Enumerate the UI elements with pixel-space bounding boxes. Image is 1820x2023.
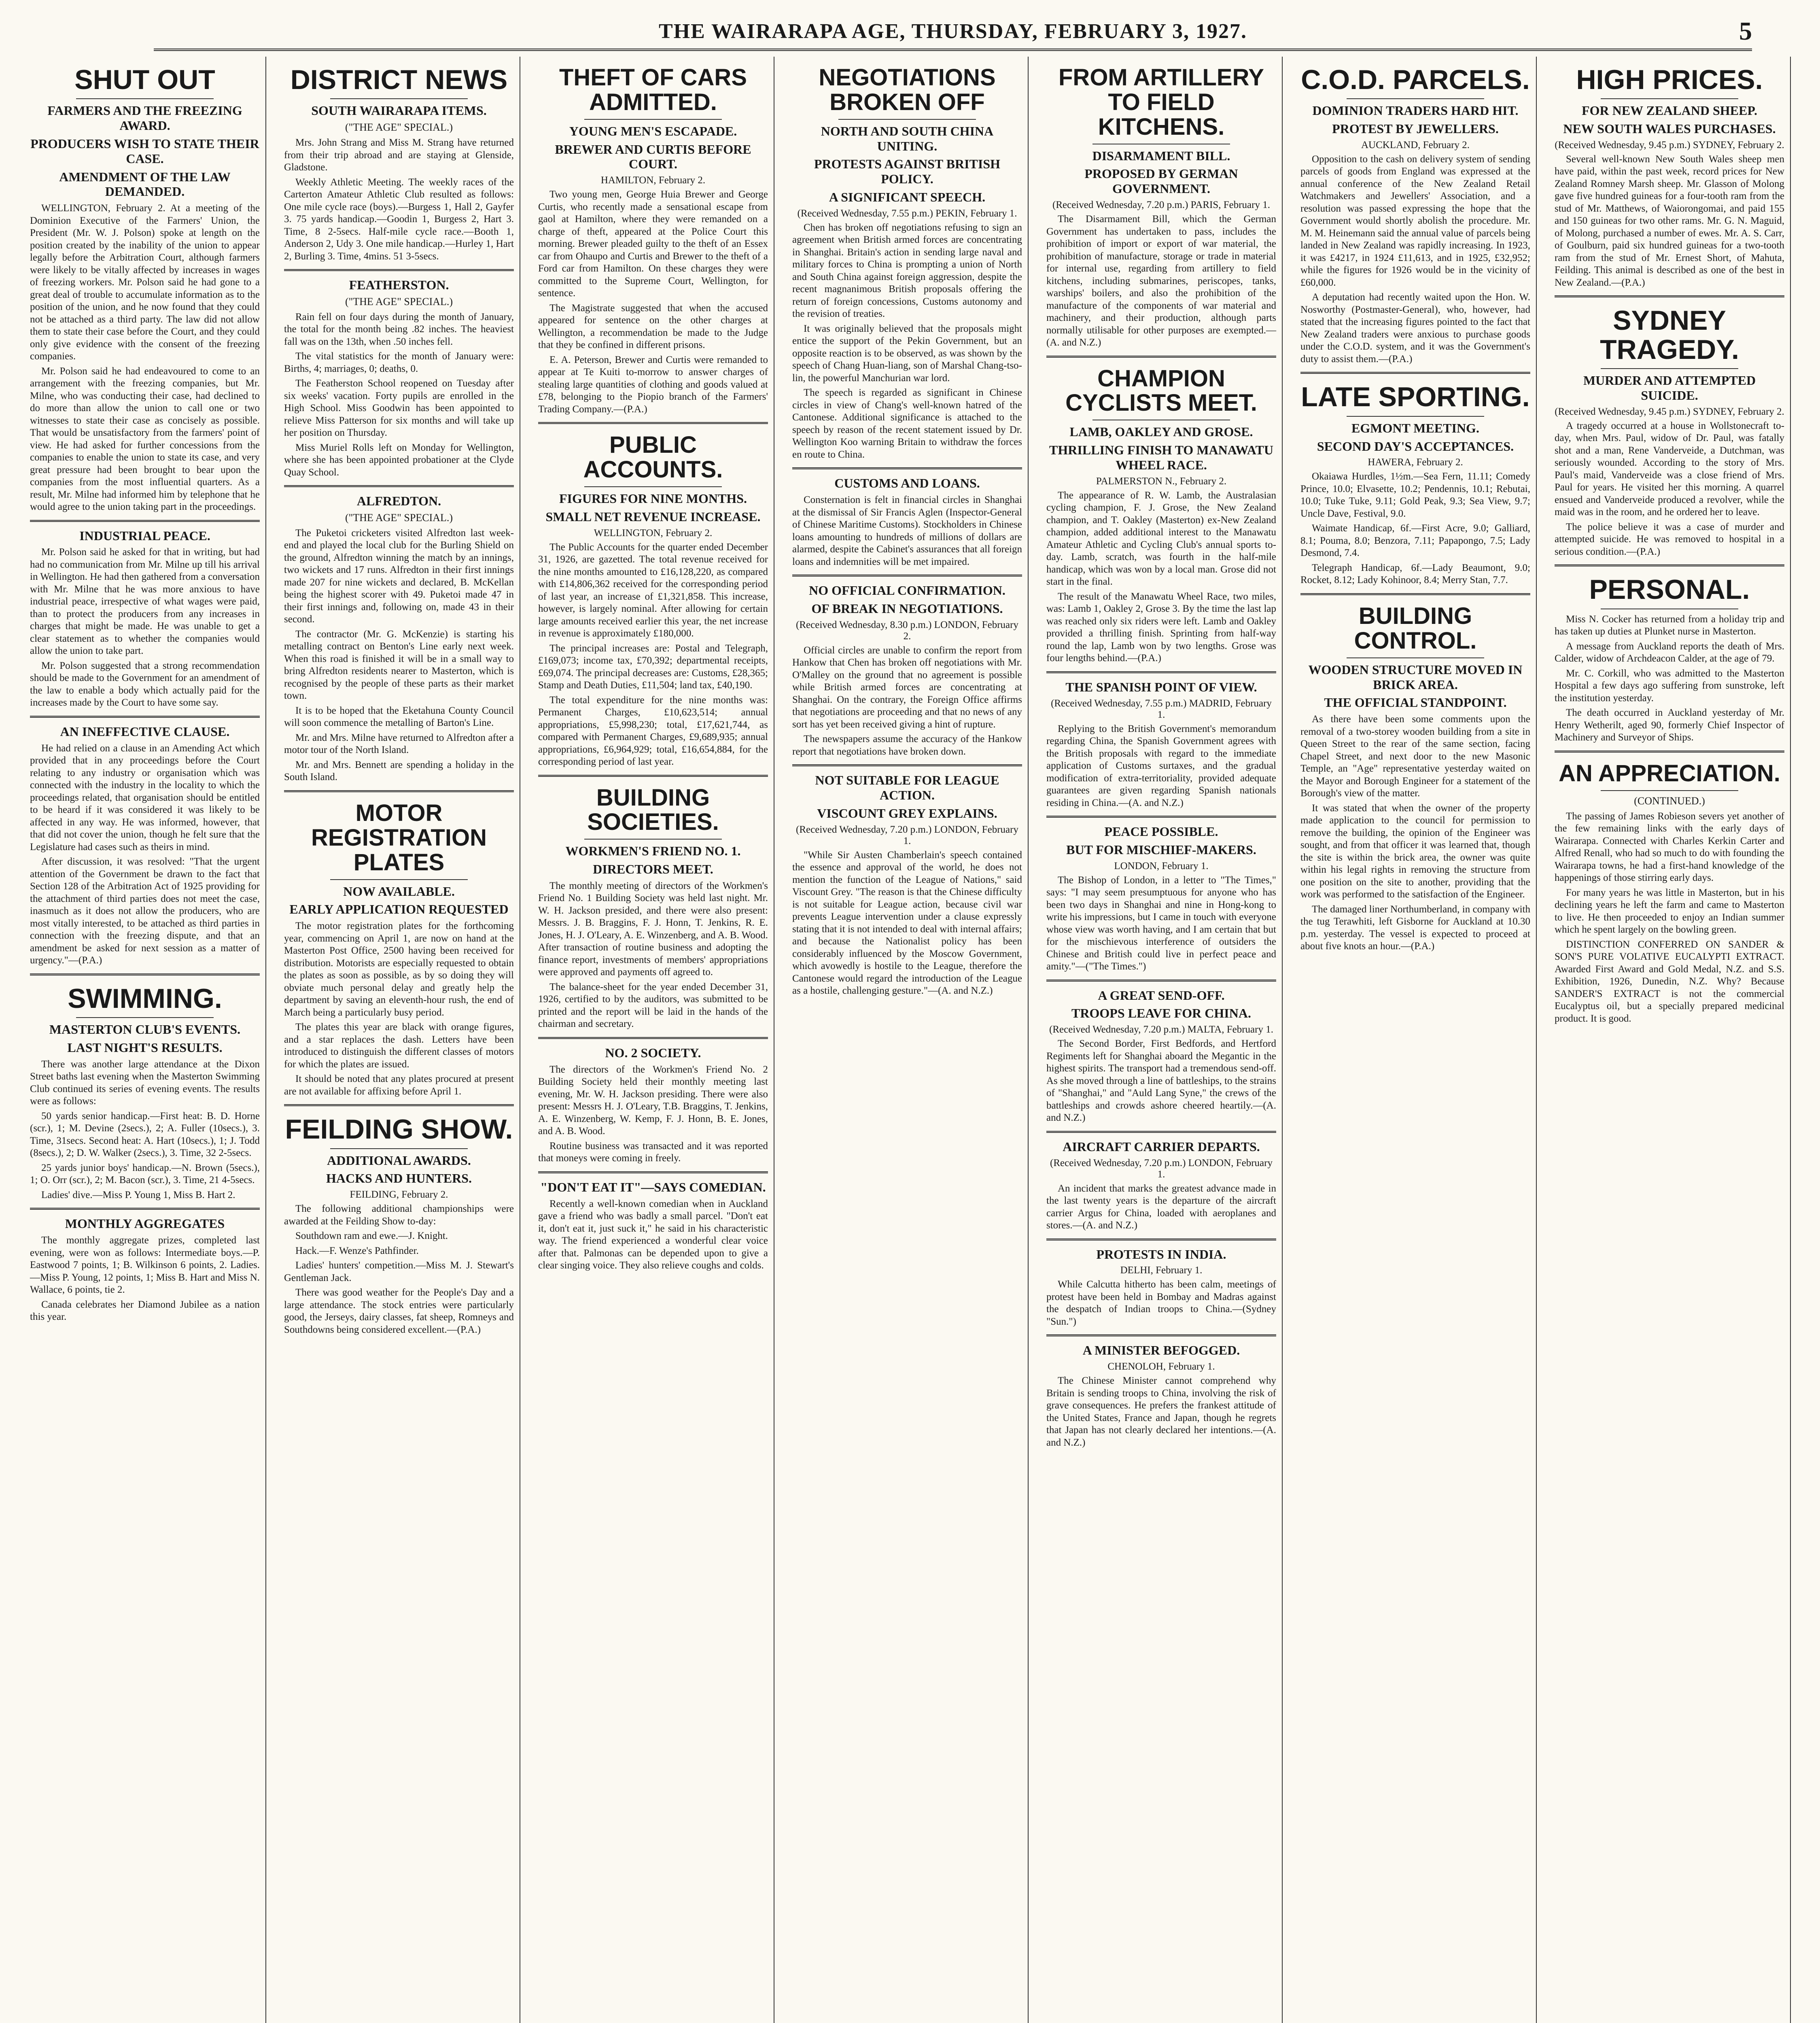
masthead: THE WAIRARAPA AGE, THURSDAY, FEBRUARY 3, 1927. xyxy=(659,20,1247,43)
article xyxy=(538,1045,768,1165)
article-paragraph: It was stated that when the owner of the property made application to the council for permission to remove the building, the opinion of the Engineer was sought, and from that officer it was learned that, though the site is within the brick area, the owner was quite within his legal rights in removing the structure from one position on the site to another, providing that the work was performed to the satisfaction of the Engineer. xyxy=(1300,802,1530,900)
article xyxy=(1046,1139,1276,1232)
article-divider xyxy=(1046,980,1276,982)
article-divider xyxy=(792,575,1022,577)
article-paragraph: Mr. C. Corkill, who was admitted to the Masterton Hospital a few days ago suffering from sunstroke, left the institution yesterday. xyxy=(1555,668,1784,704)
column-3 xyxy=(532,57,774,2023)
article-paragraph: Hack.—F. Wenze's Pathfinder. xyxy=(295,1245,419,1256)
article-paragraph: The plates this year are black with orange figures, and a star replaces the dash. Letters have been introduced to distinguish the different classes of motors for which the plates are issued. xyxy=(284,1022,514,1070)
article-paragraph: After discussion, it was resolved: "That the urgent attention of the Government be drawn to the fact that Section 128 of the Arbitration Act of 1925 providing for the attachment of third parties does not meet the case, inasmuch as it does not allow the producers, who are most vitally interested, to be attached as third parties in connection with the freezing dispute, and that an amendment be asked for next session as a matter of urgency."—(P.A.) xyxy=(30,856,260,966)
article-headline: FROM ARTILLERY TO FIELD KITCHENS. xyxy=(1058,64,1264,140)
article-subhead: LAST NIGHT'S RESULTS. xyxy=(67,1040,223,1055)
article-dateline: HAMILTON, February 2. xyxy=(600,175,706,186)
article xyxy=(538,433,768,768)
article xyxy=(1300,604,1530,953)
article-headline: AN APPRECIATION. xyxy=(1559,760,1780,787)
article-subhead: DIRECTORS MEET. xyxy=(593,862,713,877)
article-subhead: WORKMEN'S FRIEND NO. 1. xyxy=(565,844,741,859)
article-paragraph: Mr. Polson said he asked for that in writing, but had had no communication from Mr. Milne up till his arrival in Wellington. He had then gathered from a conversation with Mr. Milne that he was more anxious to have industrial peace, irrespective of what wages were paid, than to protect the producers from any increases in charges that might be made. He was unable to get a clear statement as to whether the companies would allow the union to take part. xyxy=(30,547,260,657)
article-paragraph: The total expenditure for the nine months was: Permanent Charges, £10,623,514; annual appropriations, £5,998,230; total, £17,621,744, as compared with Permanent Charges, £9,689,935; annual appropriations, £6,964,929; total, £16,654,884, for the corresponding period of last year. xyxy=(538,694,768,768)
column-4 xyxy=(787,57,1029,2023)
article-divider xyxy=(1046,1334,1276,1336)
article xyxy=(792,583,1022,758)
article-dateline: CHENOLOH, February 1. xyxy=(1107,1361,1215,1372)
article-paragraph: The newspapers assume the accuracy of the Hankow report that negotiations have broken down. xyxy=(792,734,1022,757)
article xyxy=(1046,66,1276,349)
article-divider xyxy=(538,422,768,424)
article-subhead: CUSTOMS AND LOANS. xyxy=(834,476,980,491)
article-paragraph: Ladies' hunters' competition.—Miss M. J. Stewart's Gentleman Jack. xyxy=(284,1260,514,1283)
article-subhead: YOUNG MEN'S ESCAPADE. xyxy=(569,123,737,138)
article-divider xyxy=(284,1104,514,1106)
headline-rule xyxy=(1347,657,1485,658)
article-paragraph: Mr. and Mrs. Bennett are spending a holiday in the South Island. xyxy=(284,759,514,783)
article-paragraph: Miss Muriel Rolls left on Monday for Wellington, where she has been appointed probationer at the Clyde Quay School. xyxy=(284,442,514,478)
article-headline: PUBLIC ACCOUNTS. xyxy=(583,432,723,483)
article xyxy=(1046,367,1276,665)
article xyxy=(30,528,260,709)
article xyxy=(1555,761,1784,1025)
article-headline: SWIMMING. xyxy=(68,983,222,1014)
article-paragraph: Southdown ram and ewe.—J. Knight. xyxy=(295,1230,448,1242)
article-subhead: MONTHLY AGGREGATES xyxy=(65,1216,225,1231)
article-paragraph: Mr. Polson said he had endeavoured to come to an arrangement with the freezing companies, but Mr. Milne, who was conducting their case, had declined to do more than allow the union to call one or two witnesses to state their case as concisely as possible. That would be unsatisfactory from the farmers' point of view. He had asked for further concessions from the companies to enable the union to state its case, and very great pressure had been brought to bear upon the companies from the most influential quarters. As a result, Mr. Milne had informed him by telephone that he would agree to the union taking part in the proceedings. xyxy=(30,365,260,513)
article-dateline: (Received Wednesday, 7.55 p.m.) MADRID, February 1. xyxy=(1051,698,1272,720)
article-paragraph: There was another large attendance at the Dixon Street baths last evening when the Masterton Swimming Club continued its series of evening events. The results were as follows: xyxy=(30,1058,260,1107)
article-paragraph: The vital statistics for the month of January were: Births, 4; marriages, 0; deaths, 0. xyxy=(284,351,514,374)
article-headline: FEILDING SHOW. xyxy=(285,1114,513,1145)
article-paragraph: The death occurred in Auckland yesterday of Mr. Henry Wetherilt, aged 90, formerly Chief Inspector of Machinery and Surveyor of Ships. xyxy=(1555,707,1784,743)
article-headline: DISTRICT NEWS xyxy=(290,64,508,95)
article-dateline: FEILDING, February 2. xyxy=(350,1189,448,1200)
article-paragraph: "While Sir Austen Chamberlain's speech contained the essence and approval of the world, he does not mention the function of the League of Nations," said Viscount Grey. "The reason is that the Chinese difficulty is not suitable for League action, because civil war prevents League intervention under a clause expressly stating that it is not intended to deal with internal affairs; and because the Nationalist policy has been considerably influenced by the Moscow Government, which avowedly is hostile to the League, therefore the Cantonese would regard the introduction of the League as a hostile, challenging gesture."—(A. and N.Z.) xyxy=(792,849,1022,997)
article-subhead: ("THE AGE" SPECIAL.) xyxy=(345,121,453,134)
article-divider xyxy=(30,716,260,718)
article-dateline: (Received Wednesday, 8.30 p.m.) LONDON, February 2. xyxy=(796,619,1018,642)
headline-rule xyxy=(76,1017,214,1018)
article-dateline: (Received Wednesday, 9.45 p.m.) SYDNEY, February 2. xyxy=(1555,139,1784,151)
article-paragraph: WELLINGTON, February 2. At a meeting of the Dominion Executive of the Farmers' Union, the President (Mr. W. J. Polson) spoke at length on the position created by the inability of the union to appear legally before the Arbitration Court, although farmers were likely to be vitally affected by increases in wages of freezing workers. Mr. Polson said he had gone to a great deal of trouble to accumulate information as to the position of the union, and he now found that they could not be attached as a third party. The law did not allow them to state their case before the Court, and they could only give evidence with the consent of the freezing companies. xyxy=(30,203,260,362)
article xyxy=(792,476,1022,568)
article-paragraph: Mr. and Mrs. Milne have returned to Alfredton after a motor tour of the North Island. xyxy=(284,732,514,756)
article-headline: HIGH PRICES. xyxy=(1576,64,1763,95)
column-6 xyxy=(1295,57,1537,2023)
article xyxy=(30,984,260,1201)
article-paragraph: Canada celebrates her Diamond Jubilee as a nation this year. xyxy=(30,1299,260,1323)
article-subhead: PROTESTS AGAINST BRITISH POLICY. xyxy=(814,157,1001,187)
article-subhead: ("THE AGE" SPECIAL.) xyxy=(345,512,453,524)
article-paragraph: The appearance of R. W. Lamb, the Australasian cycling champion, F. J. Grose, the New Zealand champion, and T. Oakley (Masterton) ex-New Zealand champion, added additional interest to the Manawatu Amateur Athletic and Cycling Club's annual sports to-day. Lamb, scratch, was fourth in the half-mile handicap, which was won by a local man. Grose did not start in the final. xyxy=(1046,490,1276,587)
article-subhead: TROOPS LEAVE FOR CHINA. xyxy=(1071,1006,1251,1021)
article-paragraph: It should be noted that any plates procured at present are not available for affixing before April 1. xyxy=(284,1073,514,1097)
article-paragraph: It is to be hoped that the Eketahuna County Council will soon commence the metalling of Barton's Line. xyxy=(284,705,514,729)
article xyxy=(284,1115,514,1336)
article-subhead: SECOND DAY'S ACCEPTANCES. xyxy=(1317,439,1514,454)
article xyxy=(30,66,260,513)
article-subhead: DOMINION TRADERS HARD HIT. xyxy=(1312,103,1519,118)
article-paragraph: The motor registration plates for the forthcoming year, commencing on April 1, are now on hand at the Masterton Post Office, 2500 having been received for distribution. Motorists are especially requested to obtain the plates as soon as possible, as by so doing they will obviate much personal delay and greatly help the department by saving an eleventh-hour rush, the end of March being a particularly busy period. xyxy=(284,920,514,1018)
article-subhead: NEW SOUTH WALES PURCHASES. xyxy=(1563,121,1776,136)
article-paragraph: The monthly meeting of directors of the Workmen's Friend No. 1 Building Society was held last night. Mr. W. H. Jackson presided, and there were also present: Messrs. J. B. Braggins, F. J. Honn, T. Jenkins, R. E. Jones, H. J. O'Leary, A. E. Winzenberg, and A. B. Wood. After transaction of routine business and adopting the finance report, investments of members' appropriations were approved and payments off agreed to. xyxy=(538,880,768,978)
article-subhead: MURDER AND ATTEMPTED SUICIDE. xyxy=(1583,373,1756,403)
article-subhead: NORTH AND SOUTH CHINA UNITING. xyxy=(821,123,994,153)
article-paragraph: Mrs. John Strang and Miss M. Strang have returned from their trip abroad and are staying at Glenside, Gladstone. xyxy=(284,137,514,173)
article xyxy=(1046,824,1276,973)
article-divider xyxy=(1555,295,1784,297)
headline-rule xyxy=(1601,368,1739,369)
article-headline: CHAMPION CYCLISTS MEET. xyxy=(1065,365,1257,416)
article-subhead: LAMB, OAKLEY AND GROSE. xyxy=(1069,424,1253,439)
headline-rule xyxy=(838,119,976,120)
article-paragraph: Telegraph Handicap, 6f.—Lady Beaumont, 9.0; Rocket, 8.12; Lady Kohinoor, 8.4; Merry Stan, 7.7. xyxy=(1300,562,1530,586)
article-paragraph: Chen has broken off negotiations refusing to sign an agreement when British armed forces are concentrating in Shanghai. Britain's action in sending large naval and military forces to China is prompting a union of North and South China against foreign aggression, despite the recent magnanimous British proposals offering the return of foreign concessions, Customs autonomy and the revision of treaties. xyxy=(792,222,1022,320)
article-divider xyxy=(284,790,514,792)
article xyxy=(538,66,768,416)
article-subhead: EARLY APPLICATION REQUESTED xyxy=(289,902,509,917)
article-subhead: (CONTINUED.) xyxy=(1634,795,1705,807)
article-subhead: DISARMAMENT BILL. xyxy=(1092,148,1230,163)
article-divider xyxy=(1300,593,1530,595)
article xyxy=(1555,306,1784,558)
headline-rule xyxy=(584,839,722,840)
article-paragraph: While Calcutta hitherto has been calm, meetings of protest have been held in Bombay and Madras against the despatch of Indian troops to China.—(Sydney "Sun.") xyxy=(1046,1279,1276,1327)
article-subhead: EGMONT MEETING. xyxy=(1351,420,1479,435)
article-paragraph: The Second Border, First Bedfords, and Hertford Regiments left for Shanghai aboard the Megantic in the highest spirits. The transport had a tremendous send-off. As she moved through a line of battleships, to the strains of "Shanghai," and "Auld Lang Syne," the crews of the battleships and crowds ashore cheered heartily.—(A. and N.Z.) xyxy=(1046,1038,1276,1124)
article-headline: LATE SPORTING. xyxy=(1301,382,1530,413)
article-dateline: PALMERSTON N., February 2. xyxy=(1096,475,1227,487)
article-headline: NEGOTIATIONS BROKEN OFF xyxy=(819,64,996,115)
article-divider xyxy=(792,467,1022,469)
article-subhead: INDUSTRIAL PEACE. xyxy=(79,528,210,543)
article-subhead: FEATHERSTON. xyxy=(349,278,449,293)
article-dateline: (Received Wednesday, 7.20 p.m.) PARIS, February 1. xyxy=(1052,199,1270,211)
article-subhead: HACKS AND HUNTERS. xyxy=(326,1171,472,1186)
article-paragraph: Ladies' dive.—Miss P. Young 1, Miss B. Hart 2. xyxy=(41,1189,235,1200)
article-paragraph: The contractor (Mr. G. McKenzie) is starting his metalling contract on Benton's Line early next week. When this road is finished it will be in a small way to bring Alfredton residents nearer to Masterton, which is recognised by the people of these parts as their market town. xyxy=(284,628,514,702)
article-subhead: THE SPANISH POINT OF VIEW. xyxy=(1065,679,1257,694)
article-paragraph: The speech is regarded as significant in Chinese circles in view of Chang's well-known hatred of the Cantonese. Additional significance is attached to the speech by reason of the recent statement issued by Dr. Wellington Koo warning Britain to withdraw the forces en route to China. xyxy=(792,387,1022,460)
article-subhead: PRODUCERS WISH TO STATE THEIR CASE. xyxy=(30,136,259,166)
article-subhead: VISCOUNT GREY EXPLAINS. xyxy=(817,806,997,821)
article-paragraph: The Bishop of London, in a letter to "The Times," says: "I may seem presumptuous for anyone who has been two days in Shanghai and nine in Hong-kong to write his impressions, but I came in touch with everyone whose view was worth having, and I am certain that but for the mischievous interference of outsiders the Chinese and British could live in perfect peace and amity."—("The Times.") xyxy=(1046,874,1276,972)
article-paragraph: It was originally believed that the proposals might entice the support of the Pekin Government, but an opposite reaction is to be observed, as was shown by the speech of Chang Huan-liang, son of Marshal Chang-tso-lin, the powerful Manchurian war lord. xyxy=(792,323,1022,384)
page-header xyxy=(154,12,1752,51)
article-subhead: AIRCRAFT CARRIER DEPARTS. xyxy=(1063,1139,1260,1154)
article-dateline: LONDON, February 1. xyxy=(1114,860,1209,872)
article-subhead: NOW AVAILABLE. xyxy=(343,884,455,899)
article-paragraph: The Featherston School reopened on Tuesday after six weeks' vacation. Forty pupils are enrolled in the High School. Miss Goodwin has been appointed to relieve Miss Patterson for six months and will take up her position on Thursday. xyxy=(284,378,514,439)
article-dateline: (Received Wednesday, 7.55 p.m.) PEKIN, February 1. xyxy=(797,208,1017,219)
page-number: 5 xyxy=(1739,17,1752,45)
article-headline: SYDNEY TRAGEDY. xyxy=(1600,305,1739,365)
article-paragraph: A tragedy occurred at a house in Wollstonecraft to-day, when Mrs. Paul, widow of Dr. Paul, was fatally shot and a man, Rene Vanderveide, a Dutchman, was seriously wounded. According to the story of Mrs. Paul's maid, Vanderveide was a close friend of Mrs. Paul for years. He visited her this morning. A quarrel ensued and Vanderveide produced a revolver, while the maid was in the room, and he ordered her to leave. xyxy=(1555,420,1784,518)
article xyxy=(1555,66,1784,289)
article-paragraph: Okaiawa Hurdles, 1½m.—Sea Fern, 11.11; Comedy Prince, 10.0; Elvasette, 10.2; Pendennis, 10.1; Rebutai, 10.0; Tuke Tuke, 9.11; Gold Peak, 9.3; Sea View, 9.7; Uncle Dave, Festival, 9.0. xyxy=(1300,471,1530,519)
article-divider xyxy=(284,269,514,271)
article xyxy=(284,66,514,263)
article-divider xyxy=(284,485,514,487)
article-paragraph: The Puketoi cricketers visited Alfredton last week-end and played the local club for the Burling Shield on the ground, Alfredton winning the match by an innings, two wickets and 17 runs. Alfredton in their first innings made 207 for nine wickets and declared, B. McKellan being the highest scorer with 49. Puketoi made 47 in their first innings and, following on, made 43 in their second. xyxy=(284,527,514,625)
article-subhead: WOODEN STRUCTURE MOVED IN BRICK AREA. xyxy=(1308,662,1523,692)
headline-rule xyxy=(330,1148,468,1149)
article-divider xyxy=(1300,372,1530,374)
article-subhead: PROTEST BY JEWELLERS. xyxy=(1332,121,1499,136)
article-paragraph: The result of the Manawatu Wheel Race, two miles, was: Lamb 1, Oakley 2, Grose 3. By the time the last lap was reached only six riders were left. Lamb and Oakley provided a thrilling finish. Sprinting from half-way round the lap, Lamb won by two lengths. Grose was four lengths behind.—(P.A.) xyxy=(1046,591,1276,664)
article-paragraph: The principal increases are: Postal and Telegraph, £169,073; income tax, £70,392; departmental receipts, £69,074. The principal decreases are: Customs, £28,365; Stamp and Death Duties, £11,504; land tax, £40,190. xyxy=(538,643,768,691)
article xyxy=(1555,575,1784,744)
article-paragraph: E. A. Peterson, Brewer and Curtis were remanded to appear at Te Kuiti to-morrow to answer charges of stealing large quantities of clothing and goods valued at £78, belonging to the Piopio branch of the Farmers' Trading Company.—(P.A.) xyxy=(538,354,768,415)
article-divider xyxy=(538,1171,768,1173)
headline-rule xyxy=(76,98,214,99)
article-dateline: DELHI, February 1. xyxy=(1120,1265,1203,1276)
article-headline: PERSONAL. xyxy=(1589,574,1750,605)
article-subhead: SOUTH WAIRARAPA ITEMS. xyxy=(311,103,487,118)
article-divider xyxy=(1046,356,1276,358)
article-paragraph: Rain fell on four days during the month of January, the total for the month being .82 inches. The heaviest fall was on the 13th, when .50 inches fell. xyxy=(284,311,514,347)
article-divider xyxy=(1046,671,1276,673)
article-paragraph: The directors of the Workmen's Friend No. 2 Building Society held their monthly meeting last evening, Mr. W. H. Jackson presiding. There were also present: Messrs H. J. O'Leary, T.B. Braggins, T. Jenkins, A. E. Winzenberg, W. Kemp, F. J. Honn, B. E. Jones, and A. B. Wood. xyxy=(538,1064,768,1137)
article-subhead: THRILLING FINISH TO MANAWATU WHEEL RACE. xyxy=(1049,443,1273,472)
article-divider xyxy=(792,764,1022,766)
article-paragraph: The following additional championships were awarded at the Feilding Show to-day: xyxy=(284,1203,514,1227)
article-paragraph: 50 yards senior handicap.—First heat: B. D. Horne (scr.), 1; M. Devine (2secs.), 2; A. Fuller (10secs.), 3. Time, 31secs. Second heat: A. Hart (10secs.), 1; J. Todd (8secs.), 2; D. W. Walker (2secs.), 3. Time, 32 2-5secs. xyxy=(30,1110,260,1159)
article-dateline: WELLINGTON, February 2. xyxy=(594,527,713,539)
article xyxy=(1300,383,1530,586)
article-paragraph: The Magistrate suggested that when the accused appeared for sentence on the other charges at Wellington, a recommendation be made to the Judge that they be confined in different prisons. xyxy=(538,302,768,351)
article-subhead: A MINISTER BEFOGGED. xyxy=(1082,1343,1240,1358)
article xyxy=(1046,1247,1276,1328)
headline-rule xyxy=(584,486,722,487)
article-divider xyxy=(1046,816,1276,818)
article-divider xyxy=(1555,564,1784,566)
article-subhead: "DON'T EAT IT"—SAYS COMEDIAN. xyxy=(540,1179,766,1194)
article-subhead: BUT FOR MISCHIEF-MAKERS. xyxy=(1066,842,1256,857)
headline-rule xyxy=(330,879,468,880)
article xyxy=(538,1180,768,1272)
headline-rule xyxy=(1601,98,1739,99)
article-paragraph: He had relied on a clause in an Amending Act which provided that in any proceedings before the Court relating to any industry or organisation which was connected with the industry in the locality to which the proceedings related, that organisation should be entitled to be heard if it was considered it was likely to be affected in any way. He was informed, however, that that did not cover the union, though he felt sure that the Legislature had cases such as theirs in mind. xyxy=(30,742,260,852)
article-paragraph: Opposition to the cash on delivery system of sending parcels of goods from England was expressed at the annual conference of the New Zealand Retail Watchmakers and Jewellers' Association, and a resolution was passed expressing the hope that the Government would shortly abolish the procedure. Mr. M. M. Heinemann said the annual value of parcels being landed in New Zealand was rapidly increasing. In 1923, it was £4217, in 1924 £11,613, and in 1925, £32,952; while the figures for 1926 would be in the vicinity of £60,000. xyxy=(1300,153,1530,288)
article-paragraph: The Public Accounts for the quarter ended December 31, 1926, are gazetted. The total revenue received for the nine months amounted to £16,128,220, as compared with £14,806,362 received for the corresponding period of last year, an increase of £1,321,858. This increase, however, is largely nominal. After allowing for certain large amounts received earlier this year, the net increase in revenue is approximately £180,000. xyxy=(538,541,768,639)
article-dateline: (Received Wednesday, 7.20 p.m.) MALTA, February 1. xyxy=(1049,1024,1273,1035)
article-subhead: BREWER AND CURTIS BEFORE COURT. xyxy=(555,142,751,172)
article-dateline: AUCKLAND, February 2. xyxy=(1361,139,1470,151)
article-paragraph: An incident that marks the greatest advance made in the last twenty years is the departure of the aircraft carrier Argus for China, loaded with aeroplanes and stores.—(A. and N.Z.) xyxy=(1046,1183,1276,1231)
article-paragraph: Several well-known New South Wales sheep men have paid, within the past week, record prices for New Zealand Romney Marsh sheep. Mr. Glasson of Molong gave five hundred guineas for a four-tooth ram from the stud of Mr. Matthews, of Waiorongomai, and paid 155 and 150 guineas for two other rams. Mr. G. N. Maguid, of Molong, purchased a number of ewes. Mr. A. S. Carr, of Goulburn, paid six hundred guineas for a two-tooth ram from the stud of Mr. Ernest Short, of Mahuta, Feilding. This animal is described as one of the best in New Zealand.—(P.A.) xyxy=(1555,153,1784,288)
article-dateline: HAWERA, February 2. xyxy=(1368,457,1463,468)
article-paragraph: The monthly aggregate prizes, completed last evening, were won as follows: Intermediate boys.—P. Eastwood 7 points, 1; B. Wilkinson 6 points, 2. Ladies.—Miss P. Young, 12 points, 1; Miss B. Hart and Miss N. Wallace, 6 points, tie 2. xyxy=(30,1235,260,1296)
article-divider xyxy=(1046,1131,1276,1133)
article xyxy=(1300,66,1530,365)
article-paragraph: DISTINCTION CONFERRED ON SANDER & SON'S PURE VOLATIVE EUCALYPTI EXTRACT. Awarded First Award and Gold Medal, N.Z. and S.S. Exhibition, 1926, Dunedin, N.Z. Why? Because SANDER'S EXTRACT is not the commercial Eucalyptus oil, but a specially prepared medicinal product. It is good. xyxy=(1555,939,1784,1024)
article-divider xyxy=(30,520,260,522)
article-subhead: THE OFFICIAL STANDPOINT. xyxy=(1324,695,1507,710)
article-divider xyxy=(538,1037,768,1039)
article xyxy=(1046,988,1276,1124)
article-paragraph: Official circles are unable to confirm the report from Hankow that Chen has broken off negotiations with Mr. O'Malley on the ground that no agreement is possible while British armed forces are concentrating at Shanghai. On the contrary, the Foreign Office affirms that negotiations are proceeding and that no news of any sort has yet been received giving a hint of rupture. xyxy=(792,645,1022,730)
article-paragraph: Mr. Polson suggested that a strong recommendation should be made to the Government for an amendment of the law to enable a body which actually paid for the increases made by the Court to have some say. xyxy=(30,660,260,708)
article-paragraph: Miss N. Cocker has returned from a holiday trip and has taken up duties at Plunket nurse in Masterton. xyxy=(1555,613,1784,637)
article-subhead: NOT SUITABLE FOR LEAGUE ACTION. xyxy=(815,773,999,802)
article-paragraph: Weekly Athletic Meeting. The weekly races of the Carterton Amateur Athletic Club resulted as follows: One mile cycle race (boys).—Burgess 1, Hall 2, Gayfer 3. 75 yards handicap.—Goodin 1, Burgess 2, Hart 3. Time, 8 2-5secs. Half-mile cycle race.—Booth 1, Anderson 2, Udy 3. One mile handicap.—Hurley 1, Hart 2, Burling 3. Time, 4mins. 51 3-5secs. xyxy=(284,176,514,262)
article xyxy=(792,773,1022,997)
article-subhead: FARMERS AND THE FREEZING AWARD. xyxy=(47,103,242,133)
article-subhead: PEACE POSSIBLE. xyxy=(1104,824,1218,839)
article-subhead: A GREAT SEND-OFF. xyxy=(1098,988,1225,1003)
article-dateline: (Received Wednesday, 9.45 p.m.) SYDNEY, February 2. xyxy=(1555,406,1784,417)
article-headline: BUILDING CONTROL. xyxy=(1354,602,1477,654)
headline-rule xyxy=(1347,416,1485,417)
article-headline: SHUT OUT xyxy=(74,64,215,95)
article-paragraph: Waimate Handicap, 6f.—First Acre, 9.0; Galliard, 8.1; Pouma, 8.0; Benzora, 7.11; Papapongo, 7.5; Lady Desmond, 7.4. xyxy=(1300,523,1530,559)
article xyxy=(792,66,1022,461)
article-paragraph: As there have been some comments upon the removal of a two-storey wooden building from a site in Queen Street to the rear of the same section, facing Chapel Street, and next door to the new Masonic Temple, an "Age" representative yesterday waited on the Mayor and Borough Engineer for a statement of the Borough's view of the matter. xyxy=(1300,714,1530,799)
article-divider xyxy=(1046,1238,1276,1241)
article xyxy=(284,801,514,1098)
article-subhead: FIGURES FOR NINE MONTHS. xyxy=(559,491,747,506)
column-2 xyxy=(278,57,520,2023)
article-dateline: (Received Wednesday, 7.20 p.m.) LONDON, February 1. xyxy=(1050,1157,1273,1180)
article-paragraph: The police believe it was a case of murder and attempted suicide. He was removed to hospital in a serious condition.—(P.A.) xyxy=(1555,521,1784,557)
article-headline: MOTOR REGISTRATION PLATES xyxy=(311,799,487,876)
article-paragraph: The damaged liner Northumberland, in company with the tug Terawhiti, left Gisborne for Auckland at 10.30 p.m. yesterday. The vessel is expected to proceed at about five knots an hour.—(P.A.) xyxy=(1300,903,1530,952)
headline-rule xyxy=(1601,790,1739,791)
article-paragraph: A message from Auckland reports the death of Mrs. Calder, widow of Archdeacon Calder, at the age of 79. xyxy=(1555,640,1784,664)
article-subhead: NO OFFICIAL CONFIRMATION. xyxy=(809,583,1005,598)
article-paragraph: A deputation had recently waited upon the Hon. W. Nosworthy (Postmaster-General), who, however, had stated that the increasing figures pointed to the fact that New Zealand traders were anxious to purchase goods under the C.O.D. system, and it was the Government's duty to assist them.—(P.A.) xyxy=(1300,292,1530,365)
headline-rule xyxy=(584,119,722,120)
article-subhead: AN INEFFECTIVE CLAUSE. xyxy=(60,724,230,739)
article-subhead: A SIGNIFICANT SPEECH. xyxy=(829,189,986,204)
article xyxy=(284,494,514,784)
article-dateline: (Received Wednesday, 7.20 p.m.) LONDON, February 1. xyxy=(796,824,1018,846)
article-paragraph: The Chinese Minister cannot comprehend why Britain is sending troops to China, involving the risk of grave consequences. He prefers the frankest attitude of the United States, France and Japan, though he regrets that Japan has not clearly declared her intentions.—(A. and N.Z.) xyxy=(1046,1375,1276,1448)
article-subhead: MASTERTON CLUB'S EVENTS. xyxy=(49,1022,241,1037)
newspaper-columns xyxy=(24,57,1805,2023)
article-paragraph: The Disarmament Bill, which the German Government has undertaken to pass, includes the prohibition of import or export of war material, the prohibition of manufacture, storage or trade in material for internal use, regarding from artillery to field kitchens, including submarines, periscopes, tanks, warships' boilers, and also the prohibition of the manufacture of the components of war material and machinery, and their production, although parts normally utilisable for other purposes are exempted.—(A. and N.Z.) xyxy=(1046,214,1276,348)
article-subhead: FOR NEW ZEALAND SHEEP. xyxy=(1582,103,1757,118)
article-subhead: SMALL NET REVENUE INCREASE. xyxy=(545,509,761,524)
article-paragraph: 25 yards junior boys' handicap.—N. Brown (5secs.), 1; O. Orr (scr.), 2; M. Bacon (scr.), 3. Time, 21 4-5secs. xyxy=(30,1162,260,1186)
article xyxy=(538,786,768,1031)
article-divider xyxy=(1555,751,1784,753)
article-paragraph: Replying to the British Government's memorandum regarding China, the Spanish Government agrees with the British proposals with regard to the immediate application of Customs surtaxes, and the gradual modification of extra-territoriality, provided adequate guarantees are given regarding Spanish nationals residing in China.—(A. and N.Z.) xyxy=(1046,723,1276,808)
headline-rule xyxy=(1347,98,1485,99)
article-paragraph: Recently a well-known comedian when in Auckland gave a friend who was badly a small parcel. "Don't eat it, don't eat it, just suck it," he said in his characteristic way. The friend experienced a wonderful clear voice after that. Palmonas can be depended upon to give a clear singing voice. They also relieve coughs and colds. xyxy=(538,1198,768,1271)
article-subhead: ADDITIONAL AWARDS. xyxy=(327,1153,471,1168)
article xyxy=(284,278,514,479)
article xyxy=(30,724,260,967)
article-subhead: AMENDMENT OF THE LAW DEMANDED. xyxy=(59,169,231,199)
article-paragraph: Two young men, George Huia Brewer and George Curtis, who recently made a sensational escape from gaol at Hamilton, where they were remanded on a charge of theft, appeared at the Police Court this morning. Brewer pleaded guilty to the theft of an Essex car from Ohaupo and Curtis and Brewer to the theft of a Ford car from Hamilton. On these charges they were committed to the Supreme Court, Wellington, for sentence. xyxy=(538,189,768,299)
article-subhead: ALFREDTON. xyxy=(356,494,441,509)
article-subhead: PROPOSED BY GERMAN GOVERNMENT. xyxy=(1084,166,1238,196)
article xyxy=(30,1216,260,1323)
article-subhead: OF BREAK IN NEGOTIATIONS. xyxy=(811,601,1003,616)
article-subhead: NO. 2 SOCIETY. xyxy=(605,1045,701,1060)
article-subhead: ("THE AGE" SPECIAL.) xyxy=(345,295,453,307)
article-subhead: PROTESTS IN INDIA. xyxy=(1096,1247,1226,1262)
column-5 xyxy=(1041,57,1283,2023)
article-paragraph: Consternation is felt in financial circles in Shanghai at the dismissal of Sir Francis Aglen (Inspector-General of Chinese Maritime Customs). Stockholders in Chinese loans amounting to hundreds of millions of dollars are alarmed, despite the Cabinet's assurances that all foreign loans and indemnities will be met impaired. xyxy=(792,494,1022,567)
article-paragraph: The balance-sheet for the year ended December 31, 1926, certified to by the auditors, was submitted to be printed and the report will be laid in the hands of the chairman and secretary. xyxy=(538,981,768,1030)
article-paragraph: The passing of James Robieson severs yet another of the few remaining links with the early days of Wairarapa. Connected with Charles Kerkin Carter and Alfred Renall, who had so much to do with founding the Wairarapa towns, he had a first-hand knowledge of the happenings of those stirring early days. xyxy=(1555,810,1784,884)
article-divider xyxy=(30,1208,260,1210)
article-divider xyxy=(30,973,260,975)
column-1 xyxy=(24,57,266,2023)
article-divider xyxy=(538,775,768,777)
column-7 xyxy=(1549,57,1791,2023)
article xyxy=(1046,680,1276,809)
article-headline: THEFT OF CARS ADMITTED. xyxy=(559,64,747,115)
article-headline: C.O.D. PARCELS. xyxy=(1301,64,1530,95)
article-paragraph: Routine business was transacted and it was reported that moneys were coming in freely. xyxy=(538,1140,768,1164)
article xyxy=(1046,1343,1276,1449)
article-paragraph: There was good weather for the People's Day and a large attendance. The stock entries were particularly good, the Jerseys, dairy classes, fat sheep, Romneys and Southdowns being considered excellent.—(P.A.) xyxy=(284,1287,514,1335)
article-paragraph: For many years he was little in Masterton, but in his declining years he left the farm and came to Masterton to live. He then proceeded to enjoy an Indian summer which he spent largely on the bowling green. xyxy=(1555,887,1784,935)
headline-rule xyxy=(330,98,468,99)
article-headline: BUILDING SOCIETIES. xyxy=(587,784,719,835)
